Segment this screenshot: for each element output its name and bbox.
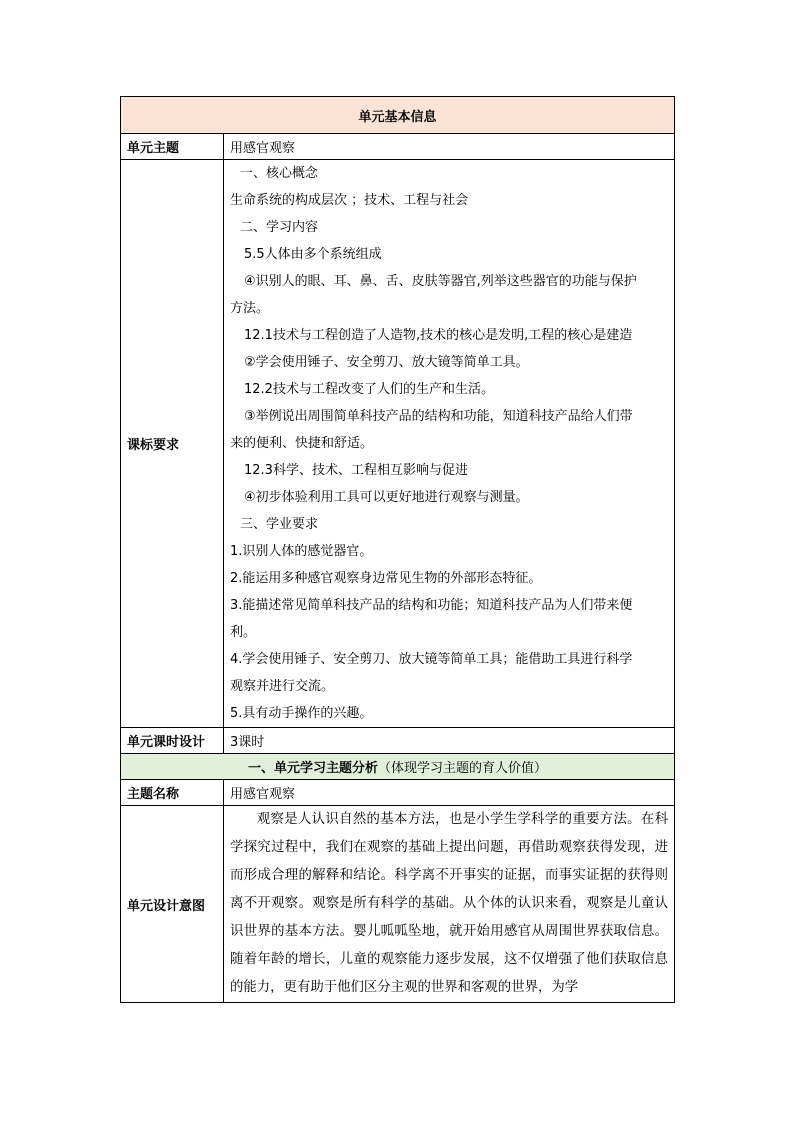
standards-line: 二、学习内容 [240,220,319,235]
standards-line: ④初步体验利用工具可以更好地进行观察与测量。 [244,490,529,505]
section-heading-main: 一、单元学习主题分析 [247,761,378,776]
standards-content [224,160,675,728]
section-heading-note: （体现学习主题的育人价值） [378,761,548,776]
standards-line: 12.2技术与工程改变了人们的生产和生活。 [244,382,494,397]
topic-value: 用感官观察 [224,780,675,806]
standards-line: 5.5人体由多个系统组成 [244,247,382,262]
standards-line: 12.1技术与工程创造了人造物,技术的核心是发明,工程的核心是建造 [244,328,633,343]
standards-line: 1.识别人体的感觉器官。 [230,544,373,559]
standards-line: 方法。 [230,301,270,316]
section-heading [121,754,675,780]
periods-label: 单元课时设计 [121,728,224,754]
table-title: 单元基本信息 [121,97,675,134]
standards-line: 利。 [230,625,257,640]
unit-theme-value: 用感官观察 [224,134,675,160]
standards-line: ④识别人的眼、耳、鼻、舌、皮肤等器官,列举这些器官的功能与保护 [244,274,637,289]
unit-theme-label: 单元主题 [121,134,224,160]
standards-line: 3.能描述常见简单科技产品的结构和功能；知道科技产品为人们带来便 [230,598,633,613]
intent-content [224,806,675,1003]
standards-line: 2.能运用多种感官观察身边常见生物的外部形态特征。 [230,571,542,586]
unit-info-table [120,96,675,1003]
standards-line: 三、学业要求 [240,517,319,532]
topic-label: 主题名称 [121,780,224,806]
periods-value: 3课时 [224,728,675,754]
standards-line: 来的便利、快捷和舒适。 [230,436,374,451]
standards-line: 生命系统的构成层次 ；技术、工程与社会 [230,193,469,208]
standards-line: 5.具有动手操作的兴趣。 [230,706,373,721]
standards-line: 一、核心概念 [240,166,319,181]
standards-line: 4.学会使用锤子、安全剪刀、放大镜等简单工具；能借助工具进行科学 [230,652,633,667]
standards-line: 12.3科学、技术、工程相互影响与促进 [244,463,468,478]
standards-line: ③举例说出周围简单科技产品的结构和功能，知道科技产品给人们带 [244,409,633,424]
intent-paragraph: 观察是人认识自然的基本方法，也是小学生学科学的重要方法。在科学探究过程中，我们在观察的基础上提出问题，再借助观察获得发现，进而形成合理的解释和结论。科学离不开事实的证据，而事实证据的获得则离不开观察。观察是所有科学的基础。从个体的认识来看，观察是儿童认识世界的基本方法。婴儿呱呱坠地，就开始用感官从周围世界获取信息。随着年龄的增长，儿童的观察能力逐步发展，这不仅增强了他们获取信息的能力，更有助于他们区分主观的世界和客观的世界，为学 [230,812,669,995]
standards-line: 观察并进行交流。 [230,679,335,694]
intent-label: 单元设计意图 [121,806,224,1003]
standards-line: ②学会使用锤子、安全剪刀、放大镜等简单工具。 [244,355,529,370]
standards-label: 课标要求 [121,160,224,728]
